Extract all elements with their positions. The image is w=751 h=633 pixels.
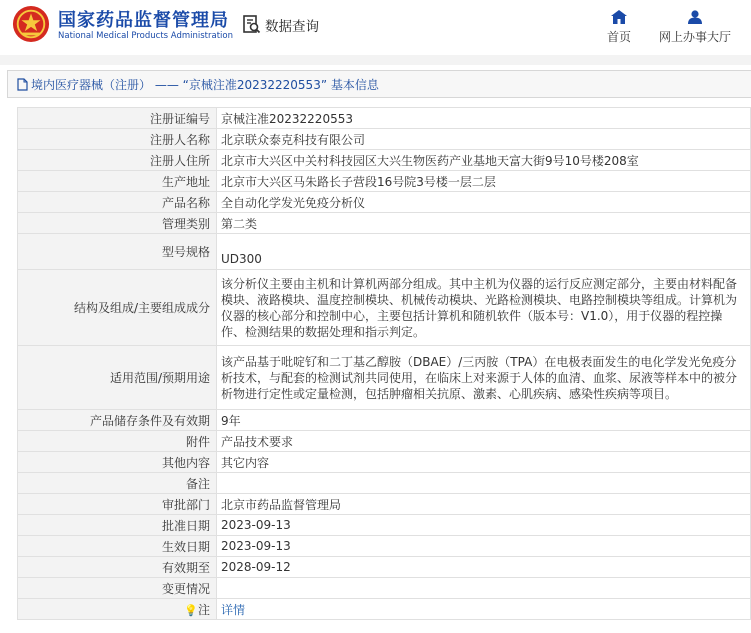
- table-row: [18, 213, 751, 234]
- row-label: 结构及组成/主要组成成分: [18, 270, 217, 346]
- row-label: 审批部门: [18, 494, 217, 515]
- user-icon: [687, 10, 703, 24]
- table-row: [18, 150, 751, 171]
- row-value: [217, 473, 751, 494]
- row-label: 附件: [18, 431, 217, 452]
- row-value: 其它内容: [217, 452, 751, 473]
- details-link[interactable]: 详情: [221, 602, 246, 617]
- table-row: [18, 494, 751, 515]
- row-value: 北京市药品监督管理局: [217, 494, 751, 515]
- table-row: [18, 599, 751, 620]
- row-value: 北京联众泰克科技有限公司: [217, 129, 751, 150]
- row-value: 北京市大兴区中关村科技园区大兴生物医药产业基地天富大街9号10号楼208室: [217, 150, 751, 171]
- table-row: [18, 346, 751, 410]
- table-row: [18, 192, 751, 213]
- table-row: [18, 129, 751, 150]
- row-value: 全自动化学发光免疫分析仪: [217, 192, 751, 213]
- row-label: 生效日期: [18, 536, 217, 557]
- row-label: 有效期至: [18, 557, 217, 578]
- row-value: 北京市大兴区马朱路长子营段16号院3号楼一层二层: [217, 171, 751, 192]
- row-label: 变更情况: [18, 578, 217, 599]
- table-row: [18, 108, 751, 129]
- table-row: [18, 557, 751, 578]
- row-label: 型号规格: [18, 234, 217, 270]
- table-row: [18, 473, 751, 494]
- registration-info-table: [17, 107, 751, 620]
- site-subtitle: National Medical Products Administration: [58, 31, 233, 41]
- national-emblem-logo[interactable]: [12, 5, 50, 43]
- data-query-label: 数据查询: [265, 19, 319, 35]
- document-icon: [17, 78, 28, 91]
- row-label-note: [18, 599, 217, 620]
- header-divider: [0, 55, 751, 65]
- data-query-link[interactable]: [243, 11, 319, 39]
- home-icon: [611, 10, 627, 24]
- table-row: [18, 171, 751, 192]
- table-row: [18, 452, 751, 473]
- row-value: UD300: [217, 234, 751, 270]
- row-label: 批准日期: [18, 515, 217, 536]
- row-label: 产品储存条件及有效期: [18, 410, 217, 431]
- row-value: 该产品基于吡啶钌和二丁基乙醇胺（DBAE）/三丙胺（TPA）在电极表面发生的电化学发光免疫分析技术，与配套的检测试剂共同使用，在临床上对来源于人体的血清、血浆、尿液等样本中的被分析物进行定性或定量检测，包括肿瘤相关抗原、激素、心肌疾病、感染性疾病等项目。: [217, 346, 751, 410]
- breadcrumb: [7, 70, 751, 98]
- row-value: 9年: [217, 410, 751, 431]
- nav-home[interactable]: [607, 10, 631, 45]
- site-title: 国家药品监督管理局: [58, 10, 229, 31]
- row-label: 产品名称: [18, 192, 217, 213]
- note-label: 注: [197, 602, 210, 617]
- table-row: [18, 270, 751, 346]
- row-value: 产品技术要求: [217, 431, 751, 452]
- row-label: 生产地址: [18, 171, 217, 192]
- table-row: [18, 431, 751, 452]
- row-value: 2023-09-13: [217, 536, 751, 557]
- breadcrumb-text: 境内医疗器械（注册） —— “京械注准20232220553” 基本信息: [31, 77, 379, 92]
- row-value: 2023-09-13: [217, 515, 751, 536]
- row-label: 注册人名称: [18, 129, 217, 150]
- row-label: 备注: [18, 473, 217, 494]
- table-row: [18, 515, 751, 536]
- row-value: 2028-09-12: [217, 557, 751, 578]
- row-label: 注册证编号: [18, 108, 217, 129]
- nav-home-label: 首页: [607, 30, 632, 44]
- table-row: [18, 578, 751, 599]
- nav-online-service-hall[interactable]: [659, 10, 731, 45]
- document-search-icon: [243, 15, 261, 35]
- lightbulb-icon: 💡: [184, 603, 198, 617]
- row-value: 第二类: [217, 213, 751, 234]
- row-label: 适用范围/预期用途: [18, 346, 217, 410]
- nav-online-service-label: 网上办事大厅: [659, 30, 732, 44]
- row-value: [217, 578, 751, 599]
- table-row: [18, 410, 751, 431]
- row-value: 京械注准20232220553: [217, 108, 751, 129]
- row-label: 管理类别: [18, 213, 217, 234]
- row-value: [217, 599, 751, 620]
- row-value: 该分析仪主要由主机和计算机两部分组成。其中主机为仪器的运行反应测定部分，主要由材料配备模块、液路模块、温度控制模块、机械传动模块、光路检测模块、电路控制模块等组成。计算机为仪器的核心部分和控制中心，主要包括计算机和随机软件（版本号：V1.0），用于仪器的程控操作、检测结果的数据处理和指示判定。: [217, 270, 751, 346]
- row-label: 注册人住所: [18, 150, 217, 171]
- row-label: 其他内容: [18, 452, 217, 473]
- table-row: [18, 536, 751, 557]
- table-row: [18, 234, 751, 270]
- site-header: [0, 0, 751, 55]
